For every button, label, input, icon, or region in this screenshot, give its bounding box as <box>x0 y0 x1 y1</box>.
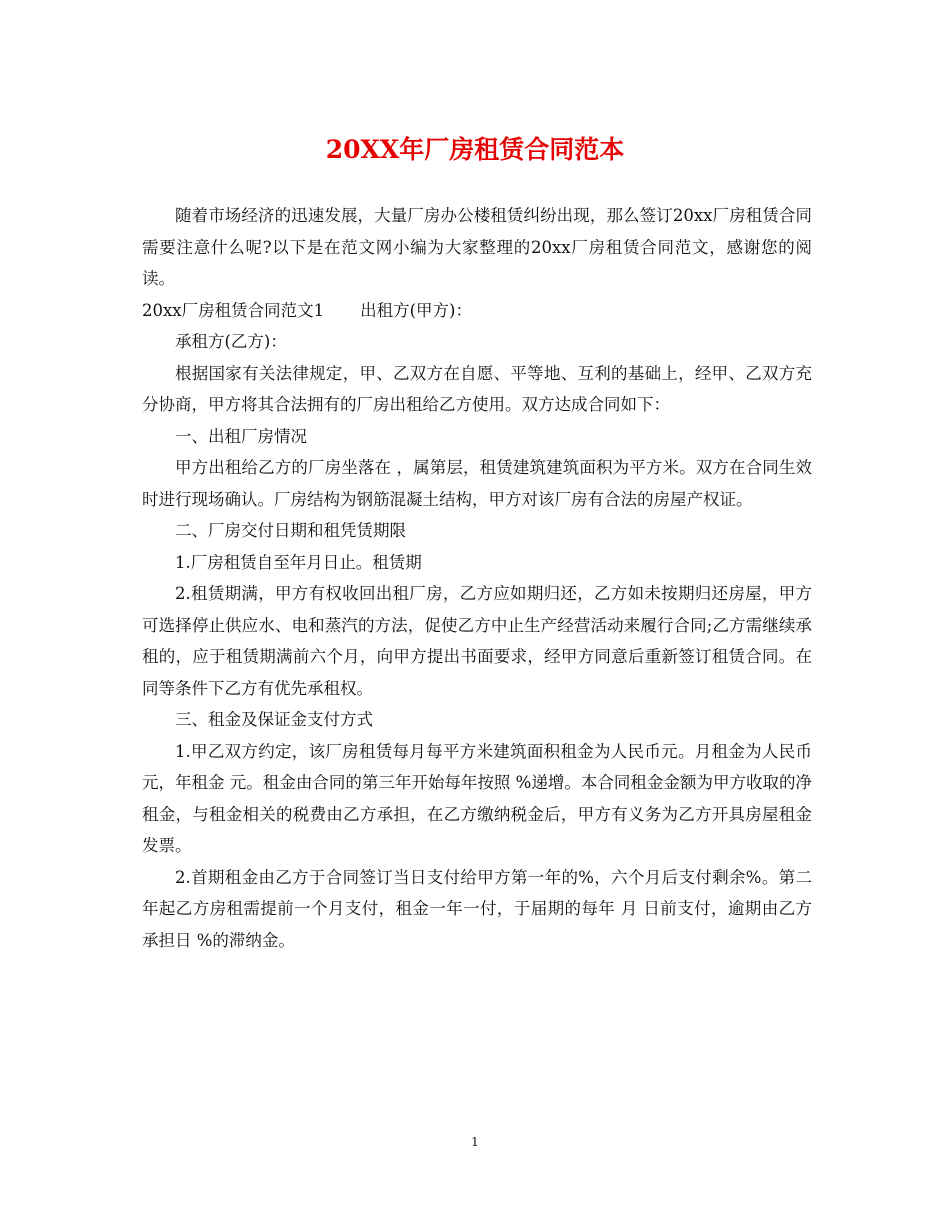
section-2-item-1: 1.厂房租赁自至年月日止。租赁期 <box>175 552 422 572</box>
section-3-item-2: 2.首期租金由乙方于合同签订当日支付给甲方第一年的%，六个月后支付剩余%。第二年起乙方房租需提前一个月支付，租金一年一付，于届期的每年 月 日前支付，逾期由乙方承担日 %的滞纳金。 <box>142 867 812 950</box>
sample-heading-line <box>142 295 812 327</box>
section-1-paragraph: 甲方出租给乙方的厂房坐落在 ，属第层，租赁建筑建筑面积为平方米。双方在合同生效时进行现场确认。厂房结构为钢筋混凝土结构，甲方对该厂房有合法的房屋产权证。 <box>142 458 812 509</box>
document-body <box>142 200 812 956</box>
section-3-item-1: 1.甲乙双方约定，该厂房租赁每月每平方米建筑面积租金为人民币元。月租金为人民币 元，年租金 元。租金由合同的第三年开始每年按照 %递增。本合同租金金额为甲方收取的净租金，与租金相关的税费由乙方承担，在乙方缴纳税金后，甲方有义务为乙方开具房屋租金发票。 <box>142 741 812 855</box>
section-2-title: 二、厂房交付日期和租凭赁期限 <box>175 521 406 540</box>
section-3-title: 三、租金及保证金支付方式 <box>175 710 373 729</box>
page-number: 1 <box>471 1135 479 1149</box>
section-2-item-2: 2.租赁期满，甲方有权收回出租厂房，乙方应如期归还，乙方如未按期归还房屋，甲方可选择停止供应水、电和蒸汽的方法，促使乙方中止生产经营活动来履行合同;乙方需继续承租的，应于租赁期满前六个月，向甲方提出书面要求，经甲方同意后重新签订租赁合同。在同等条件下乙方有优先承租权。 <box>142 584 812 698</box>
lessee-label: 承租方(乙方)： <box>175 332 287 351</box>
lessor-label: 出租方(甲方)： <box>360 300 472 320</box>
sample-heading: 20xx厂房租赁合同范文1 <box>142 300 325 320</box>
intro-paragraph: 随着市场经济的迅速发展，大量厂房办公楼租赁纠纷出现，那么签订20xx厂房租赁合同需要注意什么呢?以下是在范文网小编为大家整理的20xx厂房租赁合同范文，感谢您的阅读。 <box>142 206 812 288</box>
section-1-title: 一、出租厂房情况 <box>175 426 307 446</box>
preamble-paragraph: 根据国家有关法律规定，甲、乙双方在自愿、平等地、互利的基础上，经甲、乙双方充分协商，甲方将其合法拥有的厂房出租给乙方使用。双方达成合同如下： <box>142 363 812 414</box>
document-title: 20XX年厂房租赁合同范本 <box>325 135 625 164</box>
